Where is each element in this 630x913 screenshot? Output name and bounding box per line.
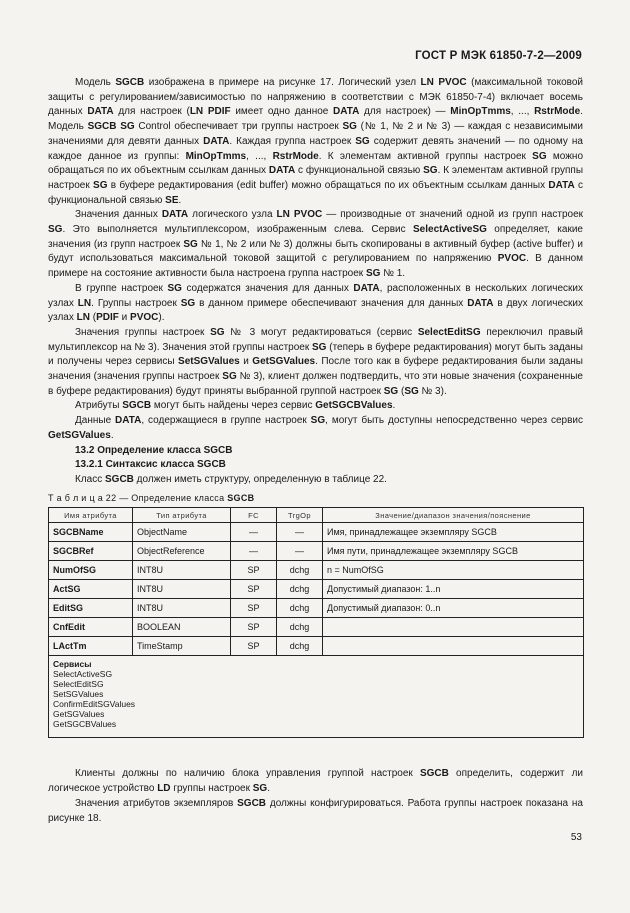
service-item: GetSGValues xyxy=(53,709,105,719)
header-attr-name: Имя атрибута xyxy=(49,508,133,523)
cell-attr-name: ActSG xyxy=(49,580,133,599)
cell-trgop: dchg xyxy=(277,637,323,656)
service-item: SelectEditSG xyxy=(53,679,104,689)
cell-attr-type: INT8U xyxy=(133,561,231,580)
services-row xyxy=(49,656,584,738)
subsection-heading: 13.2.1 Синтаксис класса SGCB xyxy=(75,459,226,471)
cell-trgop: — xyxy=(277,523,323,542)
cell-value: n = NumOfSG xyxy=(323,561,584,580)
service-item: ConfirmEditSGValues xyxy=(53,699,136,709)
paragraph-6: Данные DATA, содержащиеся в группе настроек SG, могут быть доступны непосредственно через сервис GetSGValues. xyxy=(48,415,583,441)
cell-attr-type: ObjectReference xyxy=(133,542,231,561)
table-row xyxy=(49,523,584,542)
paragraph-9: Значения атрибутов экземпляров SGCB должны конфигурироваться. Работа группы настроек показана на рисунке 18. xyxy=(48,798,583,824)
cell-trgop: dchg xyxy=(277,599,323,618)
paragraph-5: Атрибуты SGCB могут быть найдены через сервис GetSGCBValues. xyxy=(75,400,396,412)
cell-trgop: — xyxy=(277,542,323,561)
cell-trgop: dchg xyxy=(277,561,323,580)
paragraph-7: Класс SGCB должен иметь структуру, определенную в таблице 22. xyxy=(75,473,387,485)
cell-fc: SP xyxy=(231,599,277,618)
services-title: Сервисы xyxy=(53,659,92,669)
cell-value: Имя пути, принадлежащее экземпляру SGCB xyxy=(323,542,584,561)
service-item: SetSGValues xyxy=(53,689,104,699)
cell-fc: SP xyxy=(231,618,277,637)
paragraph-8: Клиенты должны по наличию блока управления группой настроек SGCB определить, содержит ли логическое устройство LD группы настроек SG. xyxy=(48,768,583,794)
page-number: 53 xyxy=(570,832,582,843)
table-row xyxy=(49,580,584,599)
cell-attr-type: INT8U xyxy=(133,580,231,599)
table-row xyxy=(49,618,584,637)
cell-trgop: dchg xyxy=(277,580,323,599)
services-cell xyxy=(49,656,584,738)
service-item: GetSGCBValues xyxy=(53,719,117,729)
cell-value: Имя, принадлежащее экземпляру SGCB xyxy=(323,523,584,542)
paragraph-4: Значения группы настроек SG № 3 могут редактироваться (сервис SelectEditSG переключил правый мультиплексор на № 3). Значения этой группы настроек SG (теперь в буфере редактирования) могут быть заданы и получены через сервисы SetSGValues и GetSGValues. После того как в буфере редактирования были заданы значения (значения группы настроек SG № 3), клиент должен подтвердить, что эти новые значения (сохраненные в буфере редактирования) будут приняты выбранной группой настроек SG (SG № 3). xyxy=(48,326,583,397)
sgcb-class-table xyxy=(48,507,584,738)
cell-attr-name: CnfEdit xyxy=(49,618,133,637)
body-text xyxy=(48,76,583,488)
table-row xyxy=(49,637,584,656)
table-row xyxy=(49,542,584,561)
cell-attr-name: LActTm xyxy=(49,637,133,656)
table-caption: Т а б л и ц а 22 — Определение класса SGCB xyxy=(48,493,255,503)
cell-attr-type: ObjectName xyxy=(133,523,231,542)
cell-attr-type: BOOLEAN xyxy=(133,618,231,637)
header-trgop: TrgOp xyxy=(277,508,323,523)
cell-attr-type: INT8U xyxy=(133,599,231,618)
cell-value xyxy=(323,637,584,656)
table-row xyxy=(49,599,584,618)
after-table-text xyxy=(48,766,583,826)
document-header: ГОСТ Р МЭК 61850-7-2—2009 xyxy=(415,50,582,62)
cell-attr-name: SGCBName xyxy=(49,523,133,542)
cell-value: Допустимый диапазон: 1..n xyxy=(323,580,584,599)
header-value-range: Значение/диапазон значения/пояснение xyxy=(323,508,584,523)
cell-trgop: dchg xyxy=(277,618,323,637)
cell-attr-name: EditSG xyxy=(49,599,133,618)
cell-attr-name: NumOfSG xyxy=(49,561,133,580)
paragraph-2: Значения данных DATA логического узла LN PVOC — производные от значений одной из групп настроек SG. Это выполняется мультиплексором, изображенным слева. Сервис SelectActiveSG определяет, какие значения (из групп настроек SG № 1, № 2 или № 3) должны быть скопированы в активный буфер (active buffer) и будут использоваться максимальной токовой защитой с регулированием по напряжению PVOC. В данном примере на состояние активности была настроена группа настроек SG № 1. xyxy=(48,209,584,280)
cell-fc: — xyxy=(231,542,277,561)
header-attr-type: Тип атрибута xyxy=(133,508,231,523)
table-header-row xyxy=(49,508,584,523)
paragraph-1: Модель SGCB изображена в примере на рисунке 17. Логический узел LN PVOC (максимальной токовой защиты с регулированием/зависимостью по напряжению в соответствии с МЭК 61850-7-4) включает восемь данных DATA для настроек (LN PDIF имеет одно данное DATA для настроек) — MinOpTmms, ..., RstrMode. Модель SGCB SG Control обеспечивает три группы настроек SG (№ 1, № 2 и № 3) — каждая с независимыми значениями для девяти данных DATA. Каждая группа настроек SG содержит девять значений — по одному на каждое данное из группы: MinOpTmms, ..., RstrMode. К элементам активной группы настроек SG можно обращаться по их объектным ссылкам данных DATA с функциональной связью SG. К элементам активной группы настроек SG в буфере редактирования (edit buffer) можно обращаться по их объектным ссылкам данных DATA с функциональной связью SE. xyxy=(48,77,584,206)
paragraph-3: В группе настроек SG содержатся значения для данных DATA, расположенных в нескольких логических узлах LN. Группы настроек SG в данном примере обеспечивают значения для данных DATA в двух логических узлах LN (PDIF и PVOC). xyxy=(48,282,583,324)
cell-fc: SP xyxy=(231,561,277,580)
cell-fc: SP xyxy=(231,637,277,656)
cell-fc: — xyxy=(231,523,277,542)
cell-fc: SP xyxy=(231,580,277,599)
cell-value xyxy=(323,618,584,637)
cell-attr-name: SGCBRef xyxy=(49,542,133,561)
header-fc: FC xyxy=(231,508,277,523)
table-row xyxy=(49,561,584,580)
cell-attr-type: TimeStamp xyxy=(133,637,231,656)
cell-value: Допустимый диапазон: 0..n xyxy=(323,599,584,618)
service-item: SelectActiveSG xyxy=(53,669,113,679)
section-heading: 13.2 Определение класса SGCB xyxy=(75,444,233,456)
